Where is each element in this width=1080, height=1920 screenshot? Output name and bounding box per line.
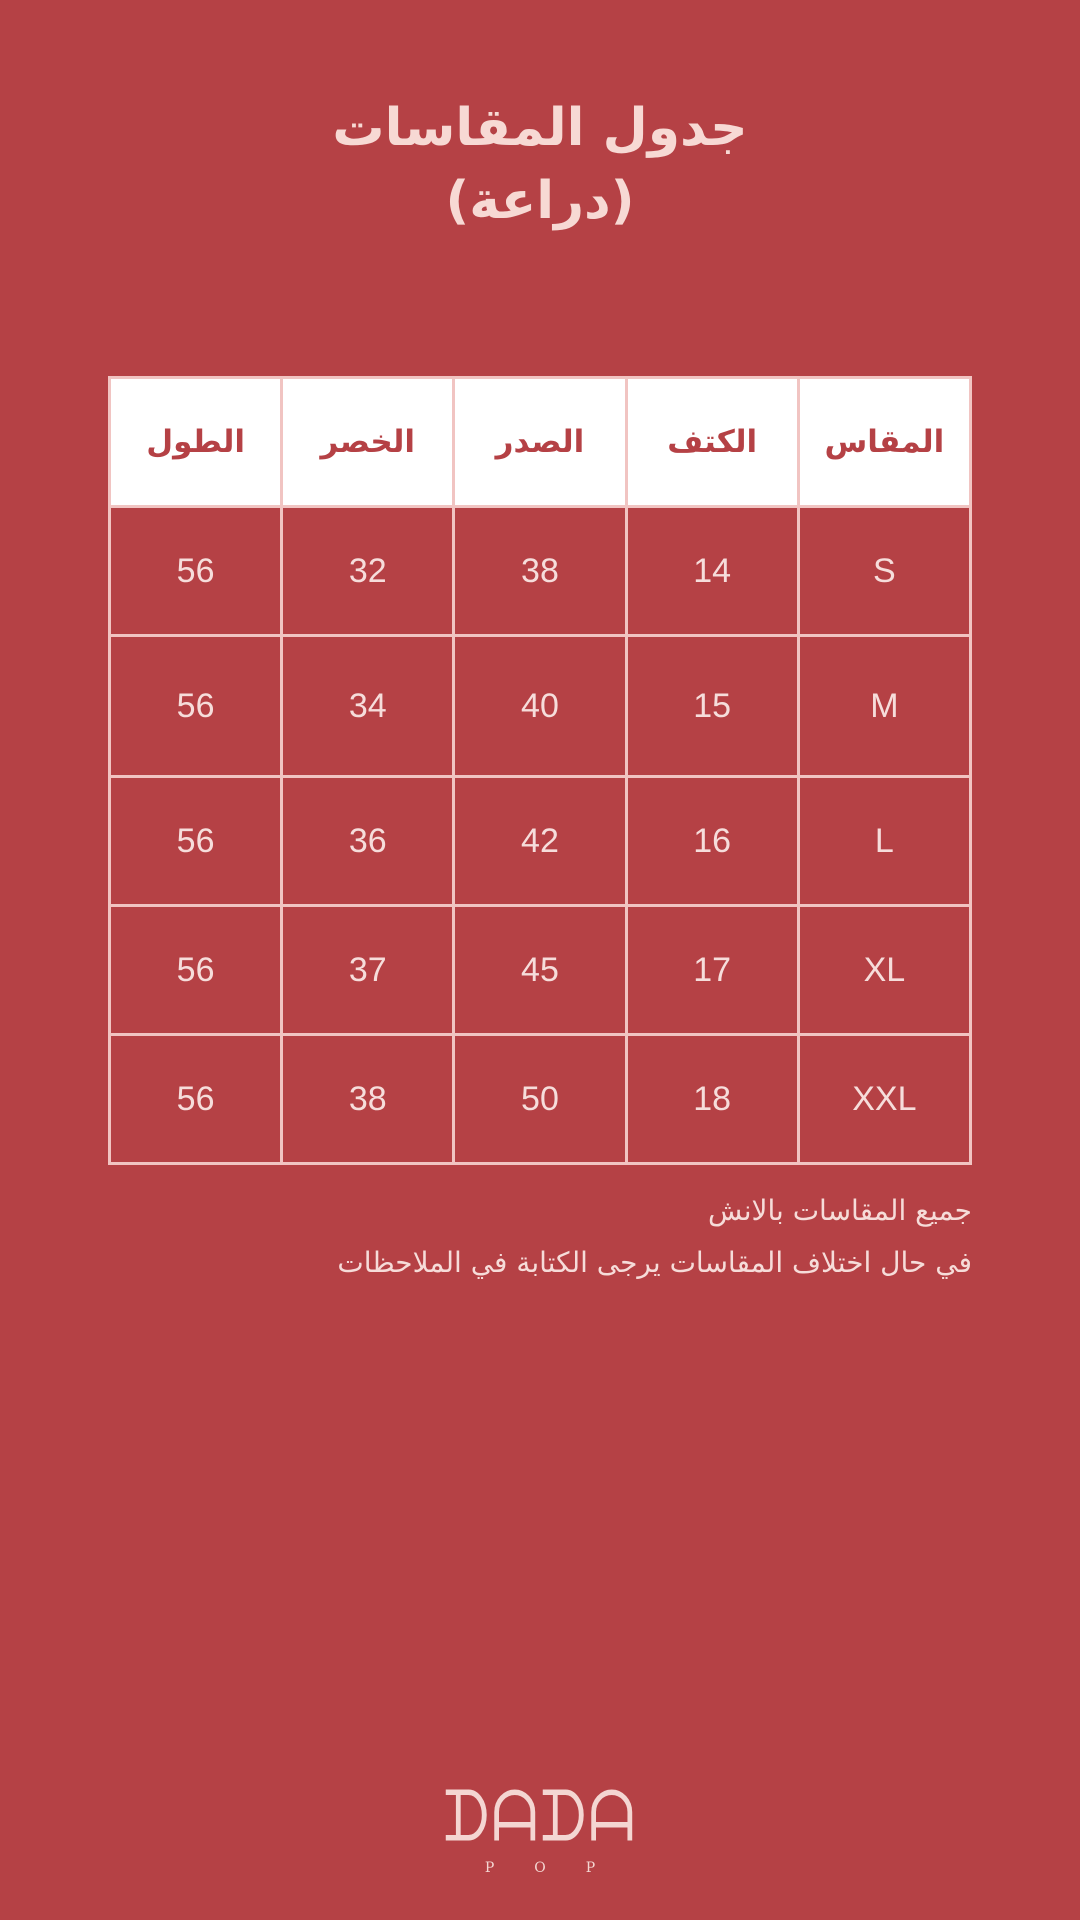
title-block	[0, 92, 1080, 238]
header-shoulder: الكتف	[626, 378, 798, 507]
cell-length: 56	[110, 777, 282, 906]
cell-shoulder: 18	[626, 1035, 798, 1164]
table-row	[110, 507, 971, 636]
cell-chest: 38	[454, 507, 626, 636]
cell-shoulder: 16	[626, 777, 798, 906]
header-size: المقاس	[798, 378, 970, 507]
cell-chest: 42	[454, 777, 626, 906]
table-header-row	[110, 378, 971, 507]
cell-chest: 50	[454, 1035, 626, 1164]
cell-chest: 45	[454, 906, 626, 1035]
note-comments: في حال اختلاف المقاسات يرجى الكتابة في الملاحظات	[337, 1246, 972, 1279]
header-length: الطول	[110, 378, 282, 507]
cell-length: 56	[110, 507, 282, 636]
cell-shoulder: 14	[626, 507, 798, 636]
cell-waist: 34	[282, 636, 454, 777]
logo-letter: P	[484, 1860, 495, 1876]
logo-letter: O	[534, 1860, 546, 1876]
cell-length: 56	[110, 906, 282, 1035]
table-row	[110, 636, 971, 777]
cell-size: M	[798, 636, 970, 777]
cell-size: L	[798, 777, 970, 906]
page-title: جدول المقاسات	[332, 98, 748, 158]
cell-length: 56	[110, 636, 282, 777]
table-row	[110, 1035, 971, 1164]
cell-waist: 32	[282, 507, 454, 636]
logo-mark: ᗪᗩᗪᗩ	[443, 1779, 637, 1857]
cell-chest: 40	[454, 636, 626, 777]
cell-length: 56	[110, 1035, 282, 1164]
cell-waist: 38	[282, 1035, 454, 1164]
cell-waist: 37	[282, 906, 454, 1035]
cell-shoulder: 17	[626, 906, 798, 1035]
note-units: جميع المقاسات بالانش	[708, 1194, 972, 1227]
cell-size: S	[798, 507, 970, 636]
table-row	[110, 906, 971, 1035]
header-chest: الصدر	[454, 378, 626, 507]
cell-shoulder: 15	[626, 636, 798, 777]
header-waist: الخصر	[282, 378, 454, 507]
logo-letters	[0, 1860, 1080, 1876]
cell-size: XXL	[798, 1035, 970, 1164]
cell-waist: 36	[282, 777, 454, 906]
size-table	[108, 376, 972, 1165]
brand-logo	[0, 1779, 1080, 1876]
logo-letter: P	[585, 1860, 596, 1876]
page-subtitle: (دراعة)	[445, 170, 635, 231]
cell-size: XL	[798, 906, 970, 1035]
notes	[108, 1185, 972, 1289]
table-row	[110, 777, 971, 906]
